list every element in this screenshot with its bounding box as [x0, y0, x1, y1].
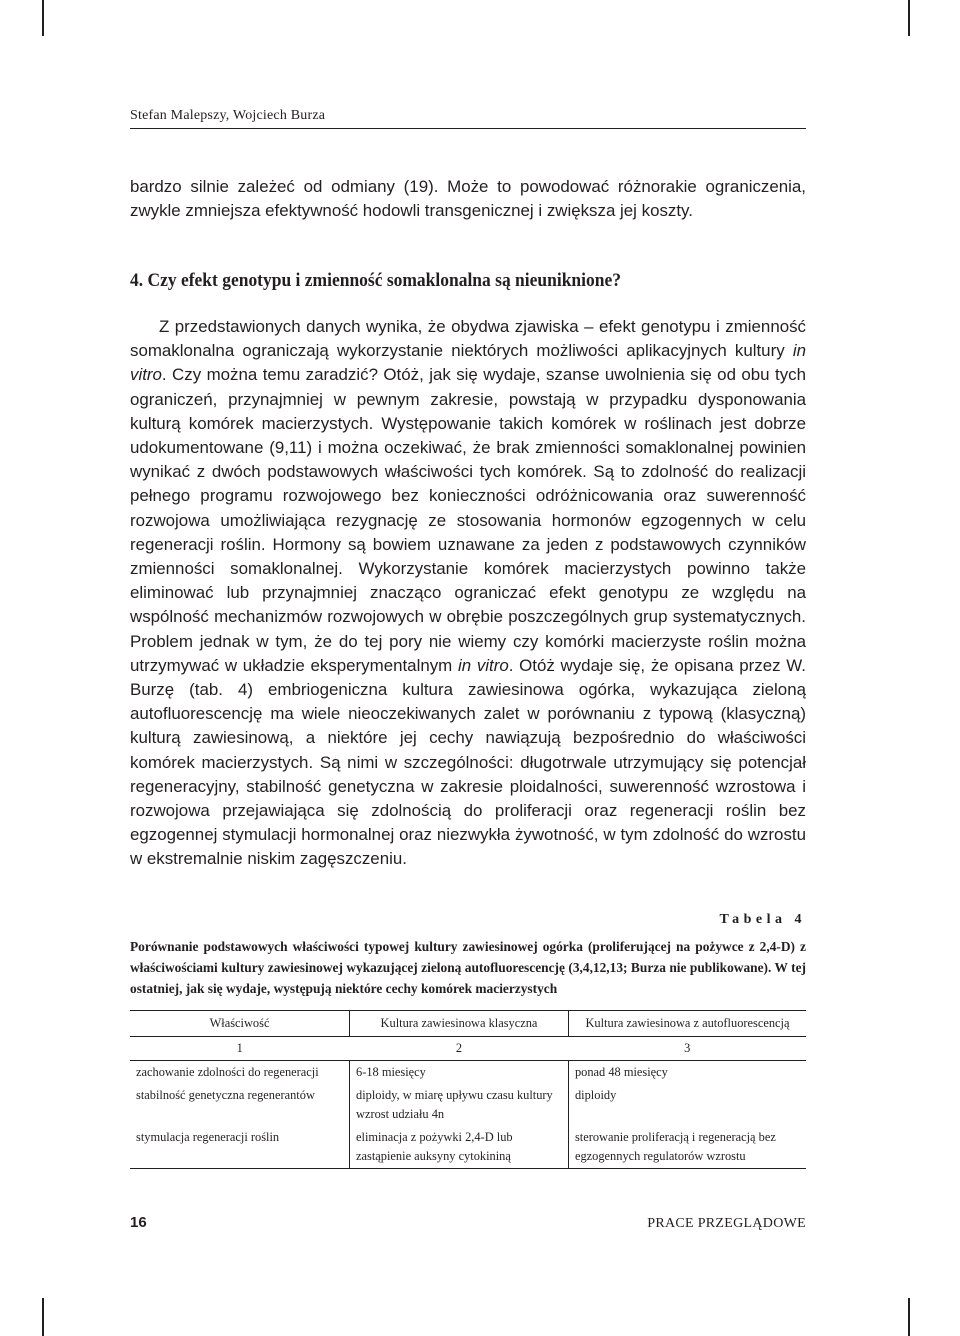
section-heading: 4. Czy efekt genotypu i zmienność somaklonalna są nieuniknione?: [130, 270, 621, 291]
crop-mark-top-left: [42, 0, 44, 36]
column-number: 2: [455, 1041, 463, 1055]
comparison-table: [130, 1010, 806, 1169]
table-cell: diploidy, w miarę upływu czasu kultury wzrost udziału 4n: [350, 1084, 569, 1126]
crop-mark-bottom-right: [908, 1298, 910, 1336]
running-header: Stefan Malepszy, Wojciech Burza: [130, 108, 806, 129]
table-label: Tabela 4: [719, 912, 806, 927]
table-cell: eliminacja z pożywki 2,4-D lub zastąpienie auksyny cytokininą: [350, 1126, 569, 1169]
crop-mark-bottom-left: [42, 1298, 44, 1336]
section-paragraph: [130, 315, 806, 872]
table-cell: diploidy: [568, 1084, 806, 1126]
table-header-cell: Właściwość: [209, 1016, 270, 1030]
table-row: [130, 1084, 806, 1126]
intro-paragraph: bardzo silnie zależeć od odmiany (19). Może to powodować różnorakie ograniczenia, zwykle zmniejsza efektywność hodowli transgenicznej i zwiększa jej koszty.: [130, 177, 806, 221]
paragraph-text-2: . Czy można temu zaradzić? Otóż, jak się wydaje, szanse uwolnienia się od obu tych ograniczeń, przynajmniej w pewnym zakresie, powstają w przypadku dysponowania kulturą komórek macierzystych. Występowanie takich komórek w roślinach jest dobrze udokumentowane (9,11) i można oczekiwać, że brak zmienności somaklonalnej powinien wynikać z dwóch podstawowych właściwości tych komórek. Są to zdolność do realizacji pełnego programu rozwojowego bez konieczności odróżnicowania oraz suwerenność rozwojowa umożliwiająca rezygnację ze stosowania hormonów egzogennych w celu regeneracji roślin. Hormony są bowiem uznawane za jeden z podstawowych czynników zmienności somaklonalnej. Wykorzystanie komórek macierzystych powinno także eliminować lub przynajmniej znacząco ograniczać efekt genotypu ze względu na wspólność mechanizmów rozwojowych w obrębie poszczególnych grup systematycznych. Problem jednak w tym, że do tej pory nie wiemy czy komórki macierzyste roślin można utrzymywać w układzie eksperymentalnym: [130, 365, 806, 675]
column-number: 3: [684, 1041, 691, 1055]
paragraph-italic-2: in vitro: [457, 655, 509, 675]
table-cell: sterowanie proliferacją i regeneracją bez egzogennych regulatorów wzrostu: [568, 1126, 806, 1169]
column-number: 1: [236, 1041, 243, 1055]
page-number: 16: [130, 1214, 147, 1231]
paragraph-text-3: . Otóż wydaje się, że opisana przez W. Burzę (tab. 4) embriogeniczna kultura zawiesinowa ogórka, wykazująca zieloną autofluorescencję ma wiele nieoczekiwanych zalet w porównaniu z typową (klasyczną) kulturą zawiesinową, a niektóre jej cechy nawiązują bezpośrednio do właściwości komórek macierzystych. Są nimi w szczególności: długotrwale utrzymujący się potencjał regeneracyjny, stabilność genetyczna w zakresie ploidalności, suwerenność wzrostowa i rozwojowa przejawiająca się zdolnością do proliferacji oraz regeneracji roślin bez egzogennej stymulacji hormonalnej oraz niezwykła żywotność, w tym zdolność do wzrostu w ekstremalnie niskim zagęszczeniu.: [130, 655, 807, 869]
table-cell: stabilność genetyczna regenerantów: [136, 1088, 315, 1102]
table-cell: ponad 48 miesięcy: [568, 1061, 806, 1085]
table-cell: zachowanie zdolności do regeneracji: [136, 1065, 319, 1079]
table-header-cell: Kultura zawiesinowa klasyczna: [350, 1011, 569, 1037]
table-header-cell: Kultura zawiesinowa z autofluorescencją: [568, 1011, 806, 1037]
table-caption: Porównanie podstawowych właściwości typowej kultury zawiesinowej ogórka (proliferującej na pożywce z 2,4-D) z właściwościami kultury zawiesinowej wykazującej zieloną autofluorescencję (3,4,12,13; Burza nie publikowane). W tej ostatniej, jak się wydaje, występują niektóre cechy komórek macierzystych: [130, 939, 806, 996]
journal-name: PRACE PRZEGLĄDOWE: [647, 1216, 806, 1231]
paragraph-italic-1: in vitro: [130, 341, 806, 385]
table-cell: stymulacja regeneracji roślin: [136, 1130, 280, 1144]
table-number-row: [130, 1037, 806, 1061]
paragraph-text-1: Z przedstawionych danych wynika, że obydwa zjawiska – efekt genotypu i zmienność somaklonalna ograniczają wykorzystanie niektórych możliwości aplikacyjnych kultury: [130, 317, 806, 361]
table-row: [130, 1061, 806, 1085]
crop-mark-top-right: [908, 0, 910, 36]
table-cell: 6-18 miesięcy: [350, 1061, 569, 1085]
table-row: [130, 1126, 806, 1169]
table-header-row: [130, 1011, 806, 1037]
